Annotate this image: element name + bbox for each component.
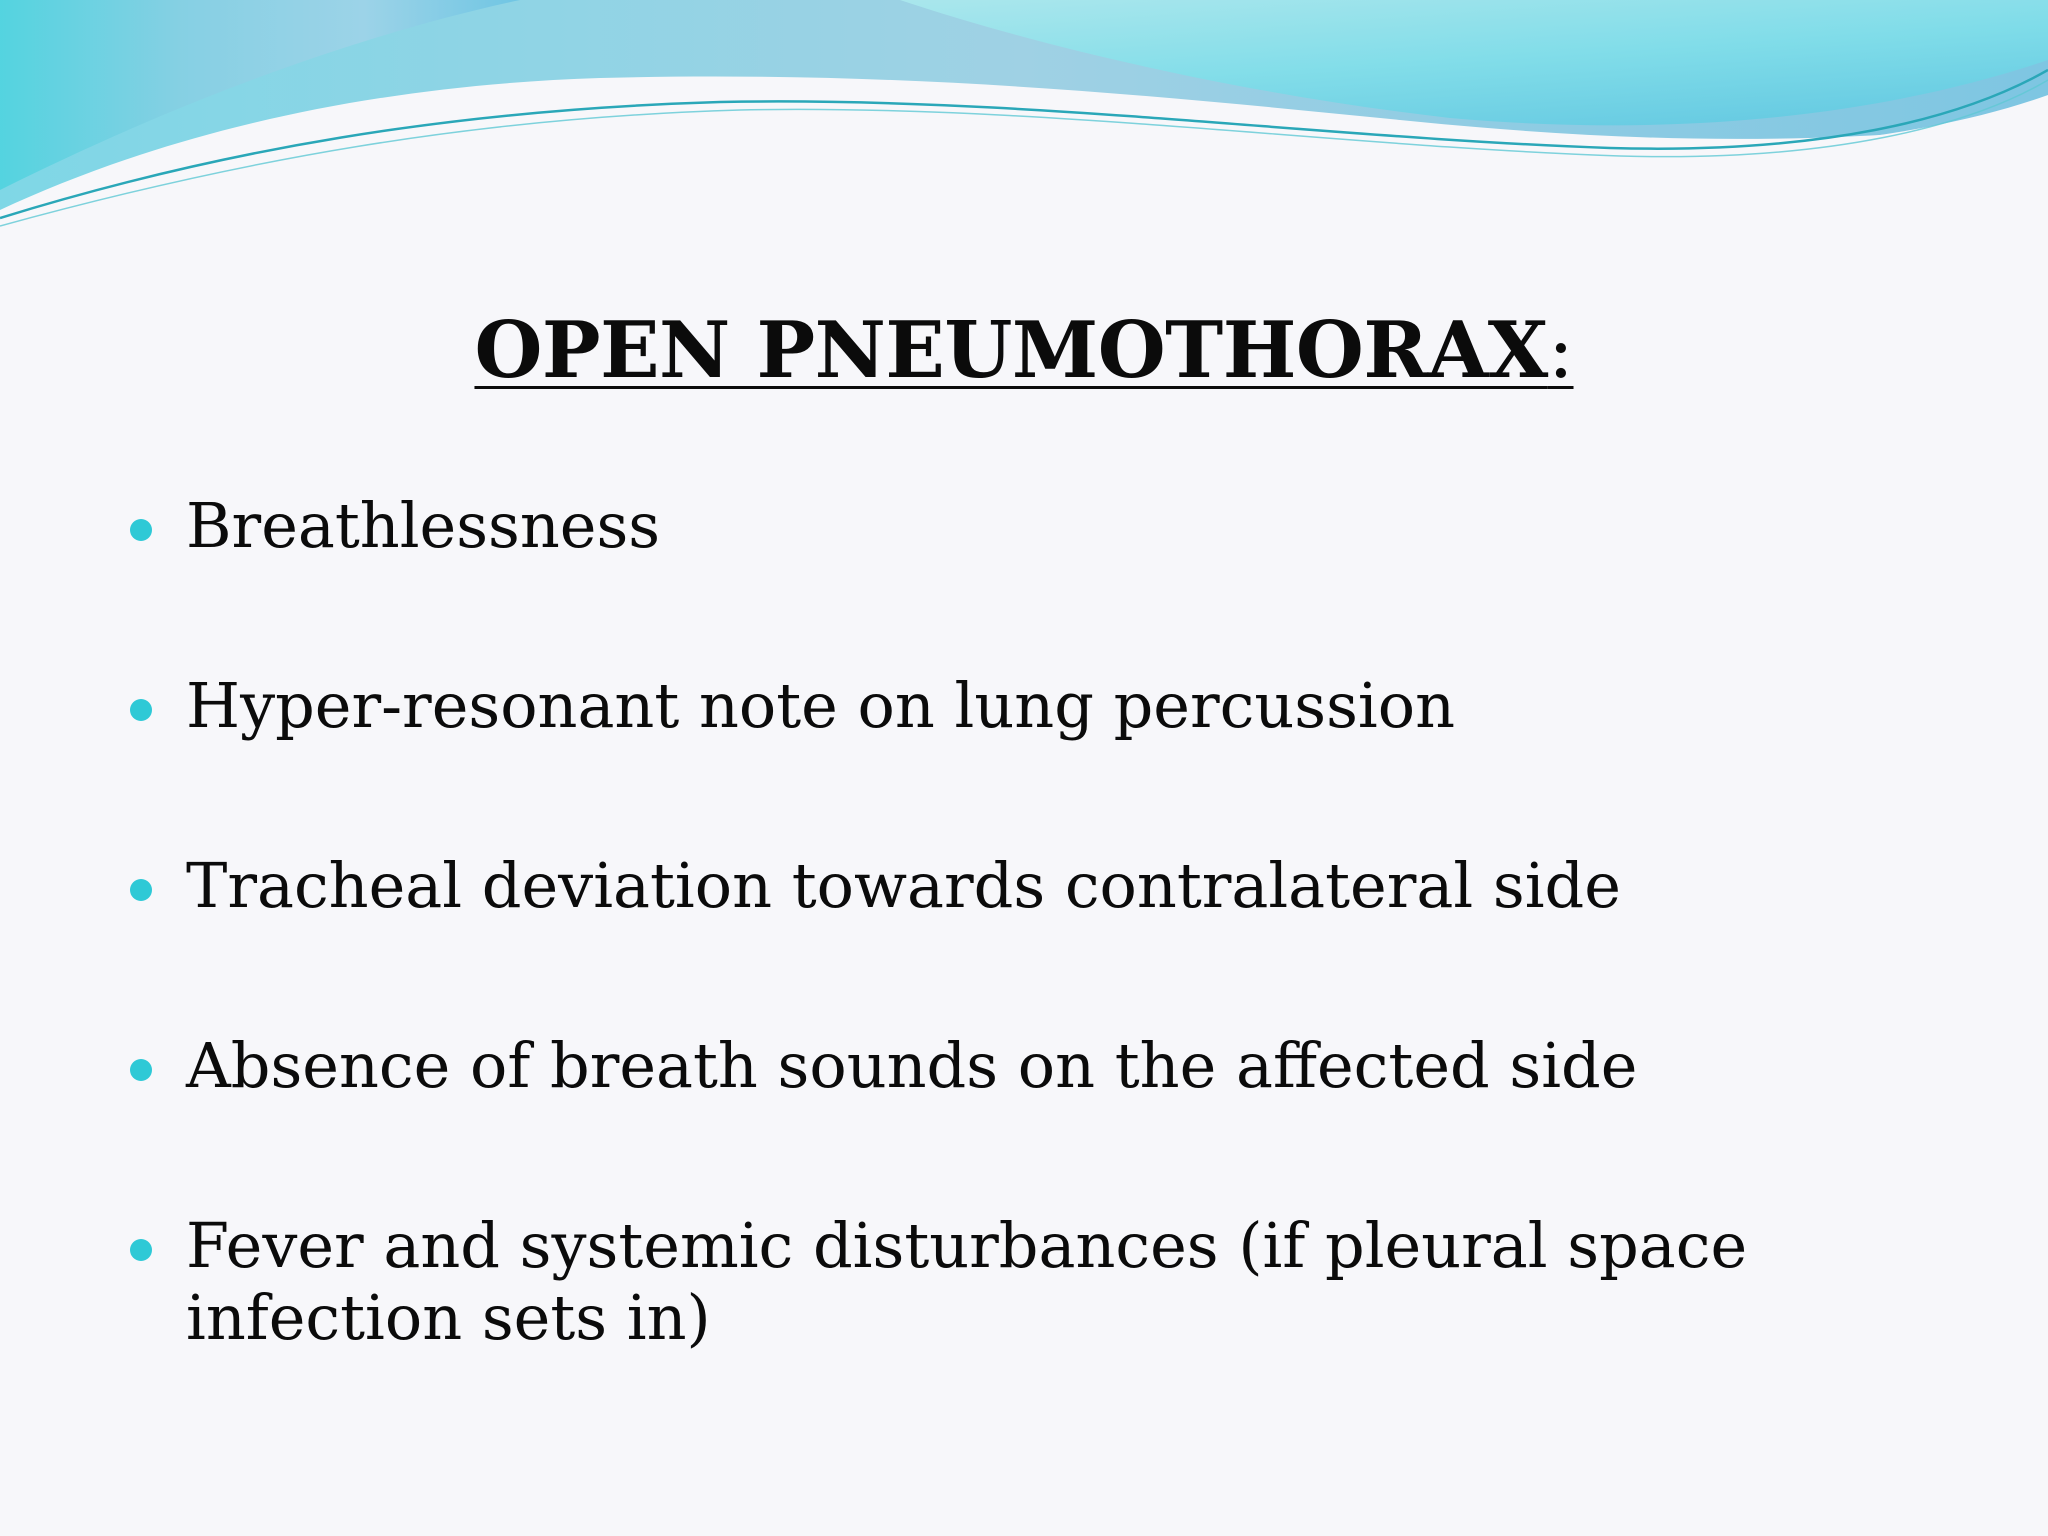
bullet-text: Absence of breath sounds on the affected side xyxy=(186,1029,1638,1102)
bullet-dot-icon xyxy=(130,1059,152,1081)
bullet-item xyxy=(130,1030,1930,1102)
bullet-dot-icon xyxy=(130,879,152,901)
wave-banner xyxy=(0,0,2048,240)
bullet-text: Breathlessness xyxy=(186,489,661,562)
bullet-text: Fever and systemic disturbances (if pleural space infection sets in) xyxy=(186,1209,1748,1354)
bullet-list xyxy=(130,490,1930,1354)
bullet-item xyxy=(130,850,1930,922)
bullet-dot-icon xyxy=(130,519,152,541)
title-colon: : xyxy=(1547,306,1574,396)
slide-title xyxy=(0,305,2048,397)
bullet-item xyxy=(130,1210,1930,1354)
bullet-item xyxy=(130,490,1930,562)
bullet-dot-icon xyxy=(130,699,152,721)
bullet-text: Hyper-resonant note on lung percussion xyxy=(186,669,1456,742)
title-main: OPEN PNEUMOTHORAX xyxy=(474,305,1548,396)
bullet-item xyxy=(130,670,1930,742)
bullet-dot-icon xyxy=(130,1239,152,1261)
bullet-text: Tracheal deviation towards contralateral side xyxy=(186,849,1621,922)
